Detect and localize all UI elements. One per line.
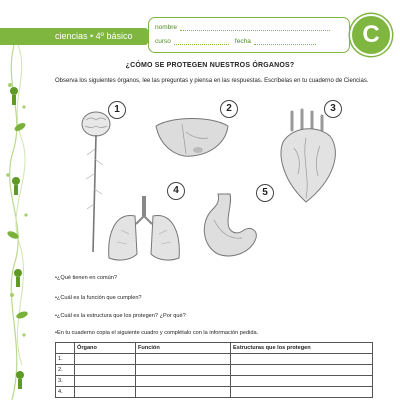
- row-number: 2.: [56, 365, 75, 376]
- table-header-row: [56, 343, 373, 354]
- question-3: •¿Cuál es la estructura que los protegen? ¿Por qué?: [55, 313, 186, 319]
- table-row: [56, 376, 373, 387]
- organ-card-3: [272, 103, 344, 206]
- table-header-organ: Órgano: [75, 343, 136, 354]
- subject-label: ciencias • 4º básico: [55, 31, 133, 41]
- organ-cell[interactable]: [75, 365, 136, 376]
- table-header-number: [56, 343, 75, 354]
- organ-number-5: 5: [256, 184, 274, 202]
- function-cell[interactable]: [136, 387, 231, 398]
- function-cell[interactable]: [136, 365, 231, 376]
- organ-card-4: [105, 185, 183, 266]
- organ-cell[interactable]: [75, 387, 136, 398]
- instructions-text: Observa los siguientes órganos, lee las preguntas y piensa en las respuestas. Escríbelas en tu cuaderno de Ciencias.: [55, 78, 369, 84]
- organ-number-3: 3: [324, 100, 342, 118]
- table-row: [56, 365, 373, 376]
- organ-number-4: 4: [167, 182, 185, 200]
- subject-banner: [0, 28, 148, 45]
- student-info-box: [148, 17, 350, 53]
- row-number: 3.: [56, 376, 75, 387]
- row-number: 1.: [56, 354, 75, 365]
- page-title: ¿CÓMO SE PROTEGEN NUESTROS ÓRGANOS?: [125, 62, 295, 69]
- organ-number-2: 2: [220, 100, 238, 118]
- name-line[interactable]: [180, 24, 330, 31]
- organ-cell[interactable]: [75, 354, 136, 365]
- organ-card-2: [152, 103, 232, 172]
- lungs-icon: [105, 194, 183, 266]
- heart-icon: [272, 108, 344, 206]
- name-label: nombre: [155, 24, 178, 31]
- structures-cell[interactable]: [231, 365, 373, 376]
- organ-table: [55, 342, 373, 398]
- structures-cell[interactable]: [231, 376, 373, 387]
- function-cell[interactable]: [136, 376, 231, 387]
- question-2: •¿Cuál es la función que cumplen?: [55, 295, 142, 301]
- course-date-row: [155, 38, 316, 45]
- stomach-icon: [192, 190, 262, 262]
- organ-card-5: [192, 187, 268, 262]
- vine-decoration-icon: [0, 45, 42, 400]
- row-number: 4.: [56, 387, 75, 398]
- function-cell[interactable]: [136, 354, 231, 365]
- organ-number-1: 1: [108, 101, 126, 119]
- course-label: curso: [155, 38, 171, 45]
- structures-cell[interactable]: [231, 387, 373, 398]
- subject-badge: C: [350, 14, 392, 56]
- course-line[interactable]: [174, 38, 229, 45]
- structures-cell[interactable]: [231, 354, 373, 365]
- question-1: •¿Qué tienen en común?: [55, 275, 117, 281]
- organ-cell[interactable]: [75, 376, 136, 387]
- table-header-function: Función: [136, 343, 231, 354]
- date-line[interactable]: [254, 38, 316, 45]
- name-row: [155, 24, 330, 31]
- liver-icon: [152, 112, 232, 172]
- date-label: fecha: [234, 38, 251, 45]
- table-row: [56, 387, 373, 398]
- table-row: [56, 354, 373, 365]
- question-4: •En tu cuaderno copia el siguiente cuadro y complétalo con la información pedida.: [55, 330, 259, 336]
- table-header-structures: Estructuras que los protegen: [231, 343, 373, 354]
